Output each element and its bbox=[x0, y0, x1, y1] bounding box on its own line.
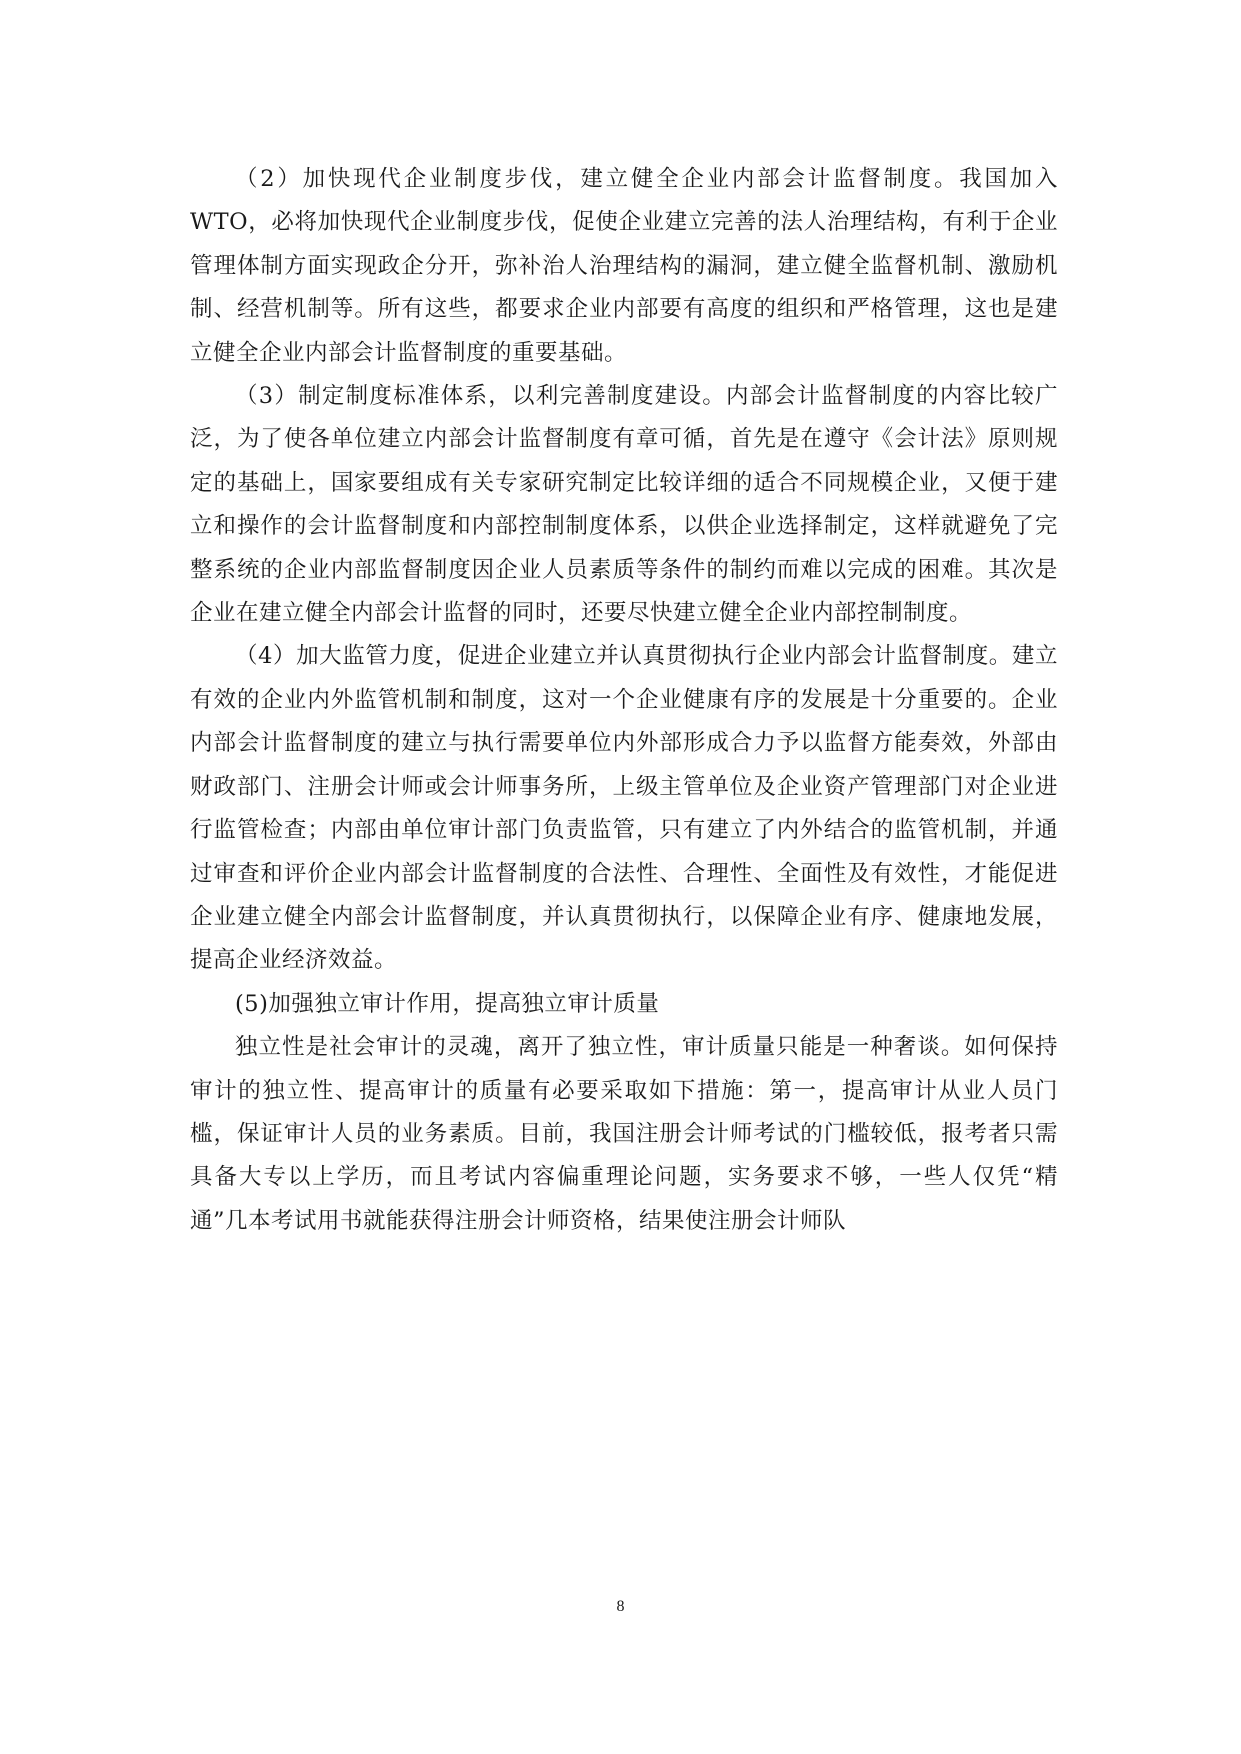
page-number: 8 bbox=[616, 1598, 625, 1615]
body-text bbox=[190, 158, 1058, 1243]
paragraph-3: （3）制定制度标准体系，以利完善制度建设。内部会计监督制度的内容比较广泛，为了使各单位建立内部会计监督制度有章可循，首先是在遵守《会计法》原则规定的基础上，国家要组成有关专家研究制定比较详细的适合不同规模企业，又便于建立和操作的会计监督制度和内部控制制度体系，以供企业选择制定，这样就避免了完整系统的企业内部监督制度因企业人员素质等条件的制约而难以完成的困难。其次是企业在建立健全内部会计监督的同时，还要尽快建立健全企业内部控制制度。 bbox=[190, 383, 1058, 627]
section-heading-5: (5)加强独立审计作用，提高独立审计质量 bbox=[235, 990, 660, 1017]
paragraph-4: （4）加大监管力度，促进企业建立并认真贯彻执行企业内部会计监督制度。建立有效的企业内外监管机制和制度，这对一个企业健康有序的发展是十分重要的。企业内部会计监督制度的建立与执行需要单位内外部形成合力予以监督方能奏效，外部由财政部门、注册会计师或会计师事务所，上级主管单位及企业资产管理部门对企业进行监管检查；内部由单位审计部门负责监管，只有建立了内外结合的监管机制，并通过审查和评价企业内部会计监督制度的合法性、合理性、全面性及有效性，才能促进企业建立健全内部会计监督制度，并认真贯彻执行，以保障企业有序、健康地发展，提高企业经济效益。 bbox=[190, 643, 1058, 974]
paragraph-independence: 独立性是社会审计的灵魂，离开了独立性，审计质量只能是一种奢谈。如何保持审计的独立性、提高审计的质量有必要采取如下措施：第一，提高审计从业人员门槛，保证审计人员的业务素质。目前，我国注册会计师考试的门槛较低，报考者只需具备大专以上学历，而且考试内容偏重理论问题，实务要求不够，一些人仅凭“精通”几本考试用书就能获得注册会计师资格，结果使注册会计师队 bbox=[190, 1034, 1058, 1234]
paragraph-2: （2）加快现代企业制度步伐，建立健全企业内部会计监督制度。我国加入WTO，必将加快现代企业制度步伐，促使企业建立完善的法人治理结构，有利于企业管理体制方面实现政企分开，弥补治人治理结构的漏洞，建立健全监督机制、激励机制、经营机制等。所有这些，都要求企业内部要有高度的组织和严格管理，这也是建立健全企业内部会计监督制度的重要基础。 bbox=[190, 166, 1058, 366]
